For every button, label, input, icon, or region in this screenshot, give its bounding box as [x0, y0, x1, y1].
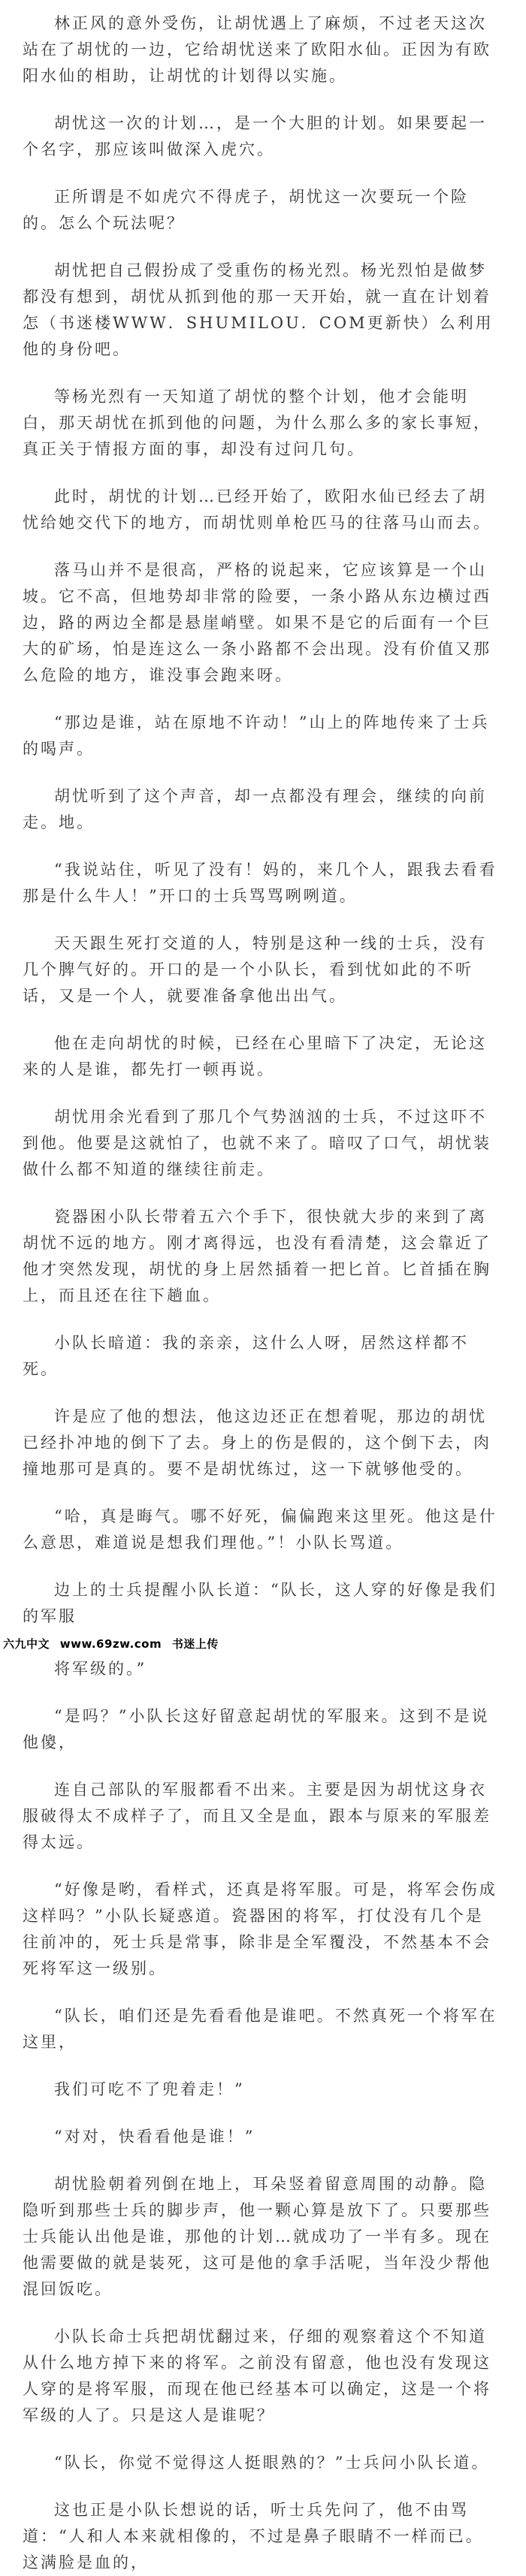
paragraph: “队长，咱们还是先看看他是谁吧。不然真死一个将军在这里， — [23, 2007, 497, 2051]
paragraph: “是吗？”小队长这好留意起胡忧的军服来。这到不是说他傻， — [23, 1707, 490, 1751]
paragraph: “好像是哟，看样式，还真是将军服。可是，将军会伤成这样吗？”小队长疑惑道。瓷器困的将军，打仗没有几个是往前冲的，死士兵是常事，除非是全军覆没，不然基本不会死将军这一级别。 — [23, 1881, 497, 1977]
paragraph: 胡忧这一次的计划…，是一个大胆的计划。如果要起一个名字，那应该叫做深入虎穴。 — [23, 114, 487, 158]
paragraph: “对对，快看看他是谁！” — [54, 2128, 255, 2146]
watermark-brand: 六九中文 — [3, 1637, 50, 1651]
paragraph: 胡忧听到了这个声音，却一点都没有理会，继续的向前走。地。 — [23, 787, 487, 831]
paragraph: 林正风的意外受伤，让胡忧遇上了麻烦，不过老天这次站在了胡忧的一边，它给胡忧送来了欧阳水仙。正因为有欧阳水仙的相助，让胡忧的计划得以实施。 — [23, 14, 491, 85]
paragraph: “我说站住，听见了没有！妈的，来几个人，跟我去看看那是什么牛人！”开口的士兵骂骂咧咧道。 — [23, 861, 497, 905]
paragraph: “哈，真是晦气。哪不好死，偏偏跑来这里死。他这是什么意思，难道说是想我们理他。”！小队长骂道。 — [23, 1507, 497, 1552]
paragraph: 小队长命士兵把胡忧翻过来，仔细的观察着这个不知道从什么地方掉下来的将军。之前没有留意，他也没有发现这人穿的是将军服，而现在他已经基本可以确定，这是一个将军级的人了。只是这人是谁呢？ — [23, 2327, 491, 2424]
paragraph: 胡忧用余光看到了那几个气势汹汹的士兵，不过这吓不到他。他要是这就怕了，也就不来了。暗叹了口气，胡忧装做什么都不知道的继续往前走。 — [23, 1108, 491, 1178]
paragraph: 连自己部队的军服都看不出来。主要是因为胡忧这身衣服破得太不成样子了，而且又全是血，跟本与原来的军服差得太远。 — [23, 1781, 491, 1851]
paragraph: 这也正是小队长想说的话，听士兵先问了，他不由骂道：“人和人本来就相像的，不过是鼻子眼睛不一样而已。这满脸是血的， — [23, 2501, 484, 2571]
paragraph: 等杨光烈有一天知道了胡忧的整个计划，他才会能明白，那天胡忧在抓到他的问题，为什么那么多的家长事短，真正关于情报方面的事，却没有过问几句。 — [23, 388, 491, 458]
paragraph: 瓷器困小队长带着五六个手下，很快就大步的来到了离胡忧不远的地方。刚才离得远，也没有看清楚，这会靠近了他才突然发现，胡忧的身上居然插着一把匕首。匕首插在胸上，而且还在往下趟血。 — [23, 1208, 491, 1305]
paragraph: 将军级的。” — [54, 1660, 147, 1678]
paragraph: 天天跟生死打交道的人，特别是这种一线的士兵，没有几个脾气好的。开口的是一个小队长，看到忧如此的不听话，又是一个人，就要准备拿他出出气。 — [23, 934, 487, 1005]
paragraph: 正所谓是不如虎穴不得虎子，胡忧这一次要玩一个险的。怎么个玩法呢？ — [23, 188, 469, 232]
watermark-site: www.69zw.com — [59, 1637, 162, 1651]
paragraph: 边上的士兵提醒小队长道：“队长，这人穿的好像是我们的军服 — [23, 1581, 497, 1625]
paragraph: 他在走向胡忧的时候，已经在心里暗下了决定，无论这来的人是谁，都先打一顿再说。 — [23, 1034, 487, 1078]
paragraph: 小队长暗道：我的亲亲，这什么人呀，居然这样都不死。 — [23, 1334, 469, 1378]
paragraph: 此时，胡忧的计划…已经开始了，欧阳水仙已经去了胡忧给她交代下的地方，而胡忧则单枪匹马的往落马山而去。 — [23, 487, 491, 532]
paragraph: 许是应了他的想法，他这边还正在想着呢，那边的胡忧已经扑冲地的倒下了去。身上的伤是假的，这个倒下去，肉撞地那可是真的。要不是胡忧练过，这一下就够他受的。 — [23, 1407, 491, 1478]
paragraph: “那边是谁，站在原地不许动！”山上的阵地传来了士兵的喝声。 — [23, 713, 490, 758]
paragraph: “队长，你觉不觉得这人挺眼熟的？”士兵问小队长道。 — [54, 2454, 490, 2472]
paragraph: 胡忧脸朝着列倒在地上，耳朵竖着留意周围的动静。隐隐听到那些士兵的脚步声，他一颗心算是放下了。只要那些士兵能认出他是谁，那他的计划…就成功了一半有多。现在他需要做的就是装死，这可是他的拿手活呢，当年没少帮他混回饭吃。 — [23, 2175, 491, 2298]
paragraph: 我们可吃不了兜着走！” — [54, 2080, 245, 2098]
paragraph: 落马山并不是很高，严格的说起来，它应该算是一个山坡。它不高，但地势却非常的险要，一条小路从东边横过西边，路的两边全都是悬崖峭壁。如果不是它的后面有一个巨大的矿场，怕是连这么一条小路都不会出现。没有价值又那么危险的地方，谁没事会跑来呀。 — [23, 561, 491, 684]
watermark-upload: 书迷上传 — [171, 1637, 219, 1651]
watermark-line — [3, 1636, 500, 1651]
paragraph: 胡忧把自己假扮成了受重伤的杨光烈。杨光烈怕是做梦都没有想到，胡忧从抓到他的那一天开始，就一直在计划着怎（书迷楼WWW．SHUMILOU．COM更新快）么利用他的身份吧。 — [23, 261, 494, 358]
